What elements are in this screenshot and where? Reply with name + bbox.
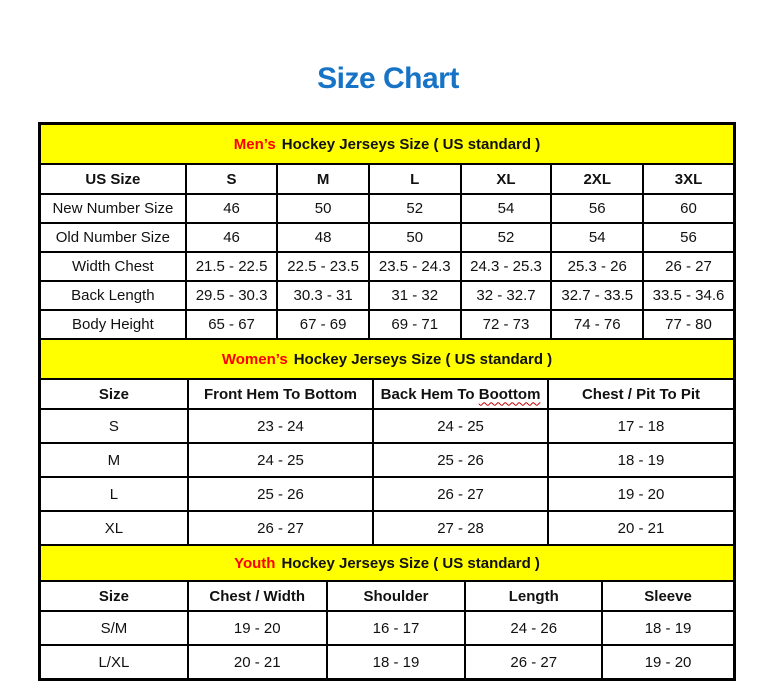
mens-band-row xyxy=(40,124,734,164)
womens-size-table xyxy=(39,338,735,546)
table-cell: 19 - 20 xyxy=(188,611,327,645)
table-cell: 30.3 - 31 xyxy=(277,281,369,310)
youth-col-size: Size xyxy=(40,581,188,611)
table-cell: 18 - 19 xyxy=(548,443,734,477)
table-cell: 56 xyxy=(551,194,643,223)
row-label: M xyxy=(40,443,188,477)
table-cell: 24 - 25 xyxy=(373,409,548,443)
table-cell: 48 xyxy=(277,223,369,252)
table-cell: 32 - 32.7 xyxy=(461,281,552,310)
table-cell: 46 xyxy=(186,223,278,252)
youth-label-rest: Hockey Jerseys Size ( US standard ) xyxy=(281,554,540,572)
table-cell: 20 - 21 xyxy=(188,645,327,679)
youth-col-chest: Chest / Width xyxy=(188,581,327,611)
youth-band-row xyxy=(40,545,734,581)
mens-col-xl: XL xyxy=(461,164,552,194)
table-row xyxy=(40,252,734,281)
page-title: Size Chart xyxy=(317,62,459,95)
table-cell: 26 - 27 xyxy=(643,252,734,281)
table-cell: 16 - 17 xyxy=(327,611,466,645)
table-row xyxy=(40,409,734,443)
back-hem-misspelled-word: Boottom xyxy=(478,385,541,403)
table-cell: 21.5 - 22.5 xyxy=(186,252,278,281)
table-row xyxy=(40,511,734,545)
table-row xyxy=(40,443,734,477)
table-cell: 25 - 26 xyxy=(188,477,373,511)
table-cell: 25.3 - 26 xyxy=(551,252,643,281)
mens-col-3xl: 3XL xyxy=(643,164,734,194)
mens-section-title xyxy=(40,124,734,164)
back-hem-prefix: Back Hem To xyxy=(380,385,475,403)
table-cell: 26 - 27 xyxy=(465,645,602,679)
table-cell: 72 - 73 xyxy=(461,310,552,339)
womens-col-back-hem xyxy=(373,379,548,409)
table-cell: 56 xyxy=(643,223,734,252)
table-cell: 60 xyxy=(643,194,734,223)
table-cell: 18 - 19 xyxy=(602,611,734,645)
row-label: Body Height xyxy=(40,310,186,339)
row-label: Back Length xyxy=(40,281,186,310)
youth-col-sleeve: Sleeve xyxy=(602,581,734,611)
youth-section-title xyxy=(40,545,734,581)
womens-band-row xyxy=(40,339,734,379)
table-cell: 19 - 20 xyxy=(602,645,734,679)
womens-col-front-hem: Front Hem To Bottom xyxy=(188,379,373,409)
table-row xyxy=(40,223,734,252)
womens-col-chest: Chest / Pit To Pit xyxy=(548,379,734,409)
row-label: S/M xyxy=(40,611,188,645)
table-cell: 54 xyxy=(461,194,552,223)
table-cell: 52 xyxy=(369,194,461,223)
table-cell: 23.5 - 24.3 xyxy=(369,252,461,281)
table-cell: 67 - 69 xyxy=(277,310,369,339)
table-cell: 24 - 25 xyxy=(188,443,373,477)
table-cell: 52 xyxy=(461,223,552,252)
table-cell: 50 xyxy=(369,223,461,252)
mens-header-row xyxy=(40,164,734,194)
table-row xyxy=(40,477,734,511)
youth-label-highlight: Youth xyxy=(234,554,276,572)
row-label: Width Chest xyxy=(40,252,186,281)
youth-size-table xyxy=(39,544,735,680)
table-cell: 77 - 80 xyxy=(643,310,734,339)
youth-col-shoulder: Shoulder xyxy=(327,581,466,611)
row-label: XL xyxy=(40,511,188,545)
table-cell: 27 - 28 xyxy=(373,511,548,545)
table-cell: 18 - 19 xyxy=(327,645,466,679)
mens-label-highlight: Men’s xyxy=(233,135,276,153)
row-label: S xyxy=(40,409,188,443)
table-row xyxy=(40,645,734,679)
row-label: L xyxy=(40,477,188,511)
table-cell: 26 - 27 xyxy=(188,511,373,545)
womens-header-row xyxy=(40,379,734,409)
mens-col-2xl: 2XL xyxy=(551,164,643,194)
womens-label-highlight: Women’s xyxy=(221,350,288,368)
table-cell: 33.5 - 34.6 xyxy=(643,281,734,310)
table-cell: 25 - 26 xyxy=(373,443,548,477)
table-row xyxy=(40,310,734,339)
mens-label-rest: Hockey Jerseys Size ( US standard ) xyxy=(281,135,541,153)
table-cell: 65 - 67 xyxy=(186,310,278,339)
table-cell: 74 - 76 xyxy=(551,310,643,339)
table-row xyxy=(40,194,734,223)
table-cell: 29.5 - 30.3 xyxy=(186,281,278,310)
table-row xyxy=(40,281,734,310)
table-row xyxy=(40,611,734,645)
table-cell: 31 - 32 xyxy=(369,281,461,310)
table-cell: 46 xyxy=(186,194,278,223)
table-cell: 54 xyxy=(551,223,643,252)
table-cell: 26 - 27 xyxy=(373,477,548,511)
table-cell: 22.5 - 23.5 xyxy=(277,252,369,281)
mens-col-m: M xyxy=(277,164,369,194)
row-label: New Number Size xyxy=(40,194,186,223)
womens-label-rest: Hockey Jerseys Size ( US standard ) xyxy=(293,350,553,368)
table-cell: 24.3 - 25.3 xyxy=(461,252,552,281)
row-label: L/XL xyxy=(40,645,188,679)
youth-col-length: Length xyxy=(465,581,602,611)
mens-col-l: L xyxy=(369,164,461,194)
table-cell: 20 - 21 xyxy=(548,511,734,545)
row-label: Old Number Size xyxy=(40,223,186,252)
table-cell: 24 - 26 xyxy=(465,611,602,645)
size-chart-container xyxy=(38,122,736,681)
table-cell: 19 - 20 xyxy=(548,477,734,511)
table-cell: 50 xyxy=(277,194,369,223)
table-cell: 69 - 71 xyxy=(369,310,461,339)
table-cell: 32.7 - 33.5 xyxy=(551,281,643,310)
table-cell: 17 - 18 xyxy=(548,409,734,443)
mens-size-table xyxy=(39,123,735,340)
womens-section-title xyxy=(40,339,734,379)
mens-col-us-size: US Size xyxy=(40,164,186,194)
table-cell: 23 - 24 xyxy=(188,409,373,443)
mens-col-s: S xyxy=(186,164,278,194)
womens-col-size: Size xyxy=(40,379,188,409)
youth-header-row xyxy=(40,581,734,611)
